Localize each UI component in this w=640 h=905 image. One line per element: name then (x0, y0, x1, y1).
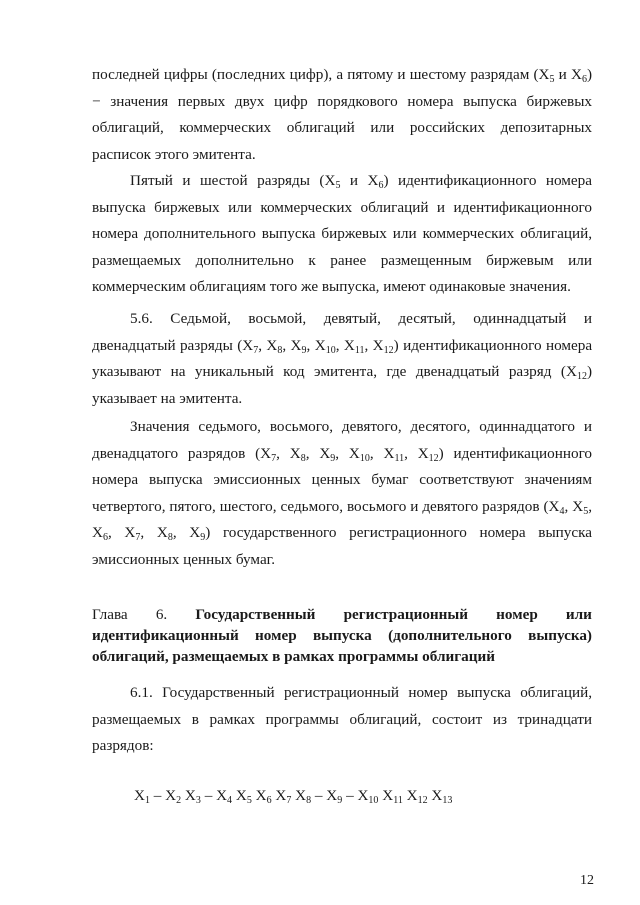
paragraph-section-6-1: 6.1. Государственный регистрационный номер выпуска облигаций, размещаемых в рамках программы облигаций, состоит из тринадцати разрядов: (92, 684, 592, 754)
heading-line-2: идентификационный номер выпуска (дополнительного выпуска) (92, 627, 592, 644)
registration-number-formula: $X_1 - X_2$ $X_3 - X_4$ $X_5$ $X_6$ $X_7$ $X_8 - X_9 - X_{10}$ $X_{11}$ $X_{12}$ $X_{13}$ (134, 787, 453, 806)
chapter-6-heading (92, 604, 592, 667)
heading-line-1: Глава 6. Государственный регистрационный номер или (92, 606, 592, 623)
page-number: 12 (580, 873, 594, 888)
paragraph-digits-continuation: последней цифры (последних цифр), а пятому и шестому разрядам ($X_5$ и $X_6$) − значения первых двух цифр порядкового номера выпуска биржевых облигаций, коммерческих облигаций или российских депозитарных расписок этого эмитента. (92, 66, 592, 163)
paragraph-section-5-6: 5.6. Седьмой, восьмой, девятый, десятый, одиннадцатый и двенадцатый разряды ($X_7$, $X_8$, $X_9$, $X_{10}$, $X_{11}$, $X_{12}$) идентификационного номера указывают на уникальный код эмитента, где двенадцатый разряд $(X_{12})$ указывает на эмитента. (92, 310, 593, 407)
heading-line-3: облигаций, размещаемых в рамках программы облигаций (92, 648, 495, 665)
paragraph-fifth-sixth-digits: Пятый и шестой разряды ($X_5$ и $X_6$) идентификационного номера выпуска биржевых или коммерческих облигаций и идентификационного номера дополнительного выпуска биржевых или коммерческих облигаций, размещаемых дополнительно к ранее размещенным биржевым или коммерческим облигациям того же выпуска, имеют одинаковые значения. (92, 172, 592, 295)
paragraph-digit-values: Значения седьмого, восьмого, девятого, десятого, одиннадцатого и двенадцатого разрядов ($X_7$, $X_8$, $X_9$, $X_{10}$, $X_{11}$, $X_{12}$) идентификационного номера выпуска эмиссионных ценных бумаг соответствуют значениям четвертого, пятого, шестого, седьмого, восьмого и девятого разрядов ($X_4$, $X_5$, $X_6$, $X_7$, $X_8$, $X_9$) государственного регистрационного номера выпуска эмиссионных ценных бумаг. (92, 418, 593, 568)
